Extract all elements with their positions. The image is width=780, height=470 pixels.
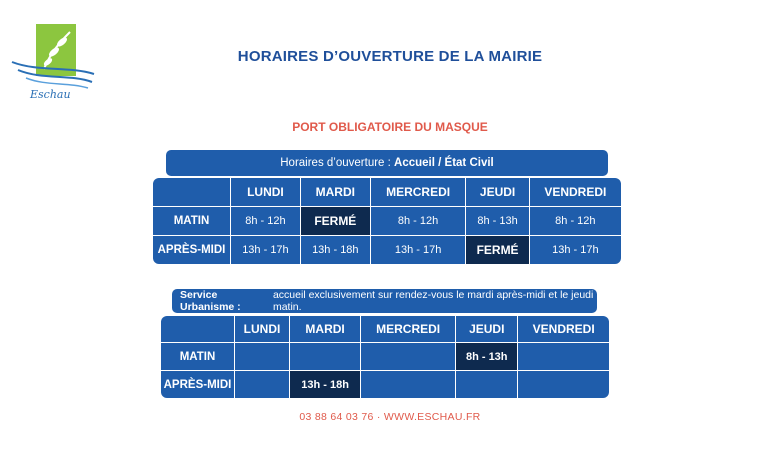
day-header: LUNDI bbox=[235, 316, 290, 343]
day-header: VENDREDI bbox=[518, 316, 609, 343]
hours-cell: 8h - 12h bbox=[231, 207, 301, 236]
closed-cell: FERMÉ bbox=[301, 207, 371, 236]
hours-cell bbox=[361, 371, 456, 398]
day-header: MERCREDI bbox=[371, 178, 467, 207]
day-header: MARDI bbox=[290, 316, 361, 343]
hours-cell bbox=[518, 343, 609, 371]
day-header: LUNDI bbox=[231, 178, 301, 207]
table-row bbox=[153, 236, 621, 264]
day-header: VENDREDI bbox=[530, 178, 621, 207]
accueil-caption-prefix: Horaires d’ouverture : bbox=[280, 157, 391, 169]
closed-cell: FERMÉ bbox=[466, 236, 529, 264]
table-header-row bbox=[153, 178, 621, 207]
table-row bbox=[161, 343, 609, 371]
corner-cell bbox=[153, 178, 231, 207]
hours-cell bbox=[235, 343, 290, 371]
corner-cell bbox=[161, 316, 235, 343]
hours-cell: 8h - 12h bbox=[530, 207, 621, 236]
row-label: MATIN bbox=[161, 343, 235, 371]
mask-notice: PORT OBLIGATOIRE DU MASQUE bbox=[292, 120, 488, 134]
day-header: MARDI bbox=[301, 178, 371, 207]
day-header: MERCREDI bbox=[361, 316, 456, 343]
hours-cell bbox=[361, 343, 456, 371]
hours-cell: 13h - 17h bbox=[552, 244, 599, 256]
table-header-row bbox=[161, 316, 609, 343]
hours-cell: 8h - 13h bbox=[466, 207, 529, 236]
day-header: JEUDI bbox=[466, 178, 529, 207]
appointment-cell: 8h - 13h bbox=[456, 343, 518, 371]
urbanisme-schedule-table bbox=[161, 316, 609, 398]
hours-cell bbox=[456, 371, 518, 398]
page-title: HORAIRES D’OUVERTURE DE LA MAIRIE bbox=[237, 48, 543, 65]
urbanisme-caption bbox=[172, 289, 597, 313]
hours-cell: 8h - 12h bbox=[371, 207, 467, 236]
day-header: JEUDI bbox=[456, 316, 518, 343]
row-label: APRÈS-MIDI bbox=[153, 236, 231, 264]
hours-cell bbox=[518, 371, 609, 398]
accueil-caption-service: Accueil / État Civil bbox=[394, 157, 494, 169]
row-label: MATIN bbox=[153, 207, 231, 236]
row-label: APRÈS-MIDI bbox=[161, 371, 235, 398]
table-row bbox=[161, 371, 609, 398]
hours-cell: 13h - 17h bbox=[231, 236, 301, 264]
contact-footer: 03 88 64 03 76 · WWW.ESCHAU.FR bbox=[299, 411, 481, 423]
logo-text: Eschau bbox=[30, 88, 71, 101]
hours-cell bbox=[235, 371, 290, 398]
appointment-cell: 13h - 18h bbox=[290, 371, 361, 398]
accueil-caption bbox=[166, 150, 608, 176]
urbanisme-caption-text: accueil exclusivement sur rendez-vous le mardi après-midi et le jeudi matin. bbox=[272, 289, 594, 313]
urbanisme-caption-service: Service Urbanisme : bbox=[180, 289, 241, 313]
hours-cell bbox=[290, 343, 361, 371]
accueil-schedule-table bbox=[153, 178, 621, 264]
hours-cell: 13h - 17h bbox=[371, 236, 467, 264]
hours-cell: 13h - 18h bbox=[301, 236, 371, 264]
table-row bbox=[153, 207, 621, 236]
